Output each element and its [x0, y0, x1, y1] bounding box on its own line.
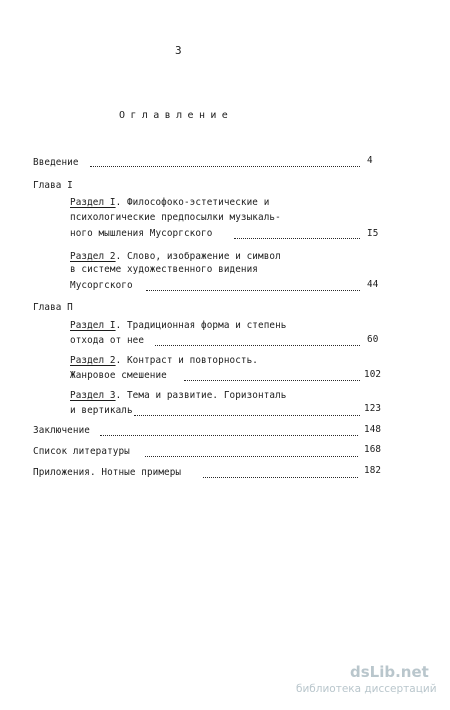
toc-leader-dots [145, 456, 358, 457]
toc-section-2-2-line-1: Раздел 2. Контраст и повторность. [70, 355, 259, 366]
toc-leader-dots [90, 166, 360, 167]
toc-section-2-2-line-2: Жанровое смешение [70, 370, 167, 381]
toc-section-2-3-line-2: и вертикаль [70, 405, 133, 416]
section-prefix: Раздел 3 [70, 390, 116, 401]
toc-entry-appendix-page: 182 [364, 465, 382, 476]
toc-section-1-1-page: I5 [367, 228, 379, 239]
toc-entry-intro-page: 4 [367, 155, 373, 166]
section-prefix: Раздел I [70, 197, 116, 208]
toc-chapter-1: Глава I [33, 180, 73, 191]
watermark-logo: dsLib.net [350, 663, 429, 681]
toc-leader-dots [134, 415, 360, 416]
toc-section-1-2-line-2: в системе художественного видения [70, 264, 259, 275]
toc-section-2-1-line-2: отхода от нее [70, 335, 145, 346]
toc-section-1-2-page: 44 [367, 279, 379, 290]
toc-entry-intro-label: Введение [33, 157, 79, 168]
toc-section-1-2-line-1: Раздел 2. Слово, изображение и символ [70, 251, 281, 262]
page-title: Оглавление [119, 110, 234, 121]
section-prefix: Раздел 2 [70, 251, 116, 262]
toc-leader-dots [203, 477, 358, 478]
toc-leader-dots [155, 345, 360, 346]
toc-entry-literature-label: Список литературы [33, 446, 130, 457]
toc-section-2-2-page: 102 [364, 369, 382, 380]
toc-leader-dots [184, 380, 360, 381]
toc-chapter-2: Глава П [33, 302, 73, 313]
toc-leader-dots [146, 290, 360, 291]
toc-entry-literature-page: 168 [364, 444, 382, 455]
toc-section-1-2-line-3: Мусоргского [70, 280, 133, 291]
toc-section-2-3-page: 123 [364, 403, 382, 414]
toc-leader-dots [100, 435, 358, 436]
toc-section-2-1-page: 60 [367, 334, 379, 345]
toc-section-2-3-line-1: Раздел 3. Тема и развитие. Горизонталь [70, 390, 287, 401]
toc-leader-dots [234, 238, 360, 239]
toc-section-1-1-line-1: Раздел I. Философоко-эстетические и [70, 197, 270, 208]
section-prefix: Раздел I [70, 320, 116, 331]
toc-section-1-1-line-2: психологические предпосылки музыкаль- [70, 212, 281, 223]
toc-entry-appendix-label: Приложения. Нотные примеры [33, 467, 182, 478]
toc-entry-conclusion-label: Заключение [33, 425, 90, 436]
toc-section-2-1-line-1: Раздел I. Традиционная форма и степень [70, 320, 287, 331]
section-prefix: Раздел 2 [70, 355, 116, 366]
watermark-subtitle: библиотека диссертаций [296, 683, 437, 695]
toc-section-1-1-line-3: ного мышления Мусоргского [70, 228, 213, 239]
toc-entry-conclusion-page: 148 [364, 424, 382, 435]
page-number: 3 [175, 44, 182, 57]
